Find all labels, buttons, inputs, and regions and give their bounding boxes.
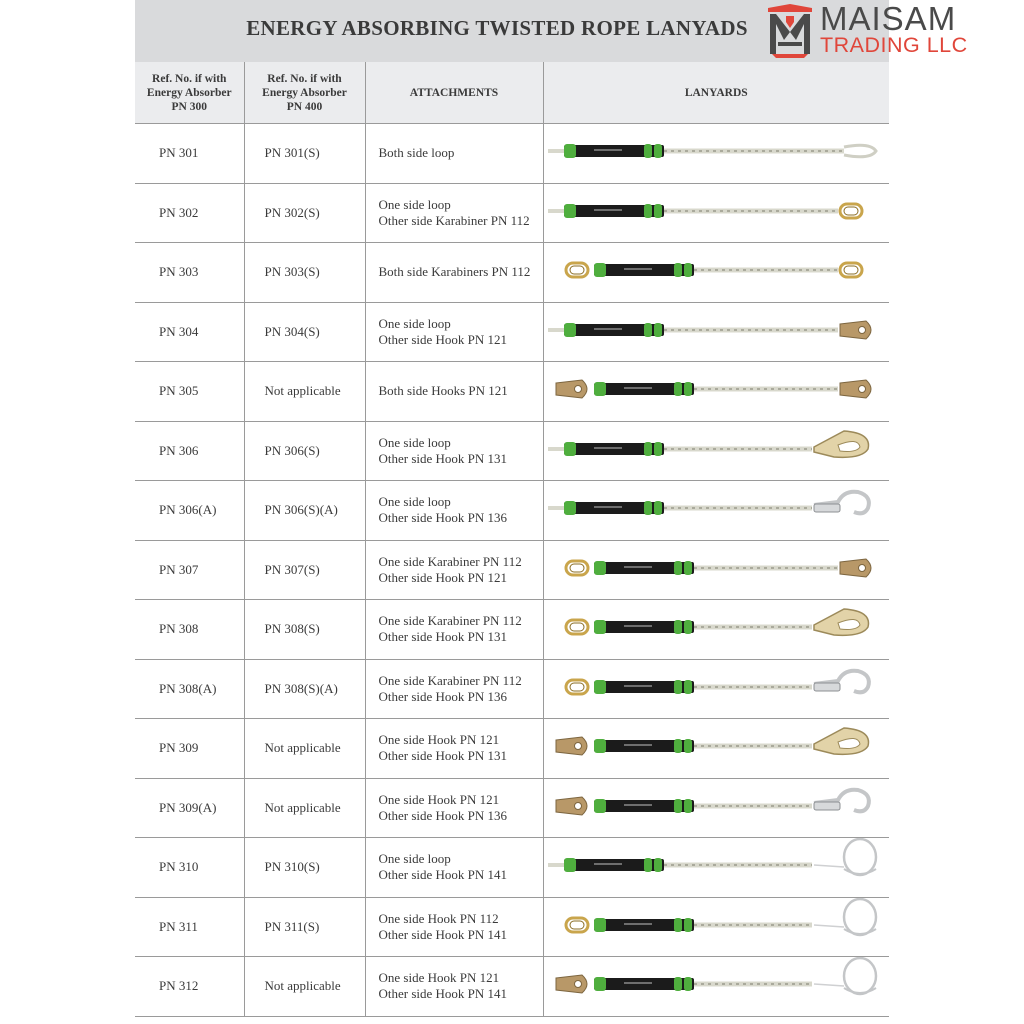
energy-absorber: [594, 739, 694, 753]
ref-pn400-cell: Not applicable: [244, 778, 365, 838]
left-end-snap-hook-icon: [556, 380, 587, 398]
attachments-cell: [365, 362, 543, 422]
table-row: [135, 362, 889, 422]
attachments-cell: [365, 243, 543, 303]
lanyard-cell: [543, 838, 889, 898]
lanyard-image: [544, 422, 890, 480]
lanyard-cell: [543, 897, 889, 957]
right-end-large-snap-hook-icon: [814, 670, 869, 692]
right-end-snap-hook-icon: [840, 321, 871, 339]
header-ref-pn300-line1: Ref. No. if with: [152, 72, 227, 85]
left-end-karabiner-icon: [566, 620, 588, 634]
table-row: [135, 778, 889, 838]
header-lanyards: LANYARDS: [543, 62, 889, 124]
right-end-karabiner-icon: [840, 204, 862, 218]
ref-pn300-cell: PN 308(A): [135, 659, 244, 719]
attachments-cell: [365, 659, 543, 719]
ref-pn400-cell: PN 303(S): [244, 243, 365, 303]
ref-pn300-cell: PN 302: [135, 183, 244, 243]
lanyard-cell: [543, 957, 889, 1017]
ref-pn400-cell: PN 301(S): [244, 124, 365, 184]
lanyard-cell: [543, 540, 889, 600]
energy-absorber: [564, 501, 664, 515]
ref-pn400-cell: Not applicable: [244, 957, 365, 1017]
right-end-rebar-hook-icon: [814, 958, 876, 994]
attachments-cell: [365, 124, 543, 184]
ref-pn400-cell: PN 302(S): [244, 183, 365, 243]
energy-absorber: [564, 323, 664, 337]
lanyard-cell: [543, 362, 889, 422]
right-end-scaffold-hook-icon: [814, 728, 869, 754]
attachment-line: One side Karabiner PN 112: [378, 672, 522, 688]
ref-pn300-cell: PN 306(A): [135, 481, 244, 541]
left-end-snap-hook-icon: [556, 737, 587, 755]
attachment-line: Other side Hook PN 136: [378, 688, 508, 704]
energy-absorber: [594, 382, 694, 396]
energy-absorber: [594, 799, 694, 813]
attachments-cell: [365, 302, 543, 362]
attachment-line: Both side Karabiners PN 112: [378, 264, 531, 280]
ref-pn400-cell: PN 306(S): [244, 421, 365, 481]
table-row: [135, 421, 889, 481]
right-end-large-snap-hook-icon: [814, 492, 869, 514]
energy-absorber: [564, 144, 664, 158]
right-end-rebar-hook-icon: [814, 839, 876, 875]
table-row: [135, 124, 889, 184]
table-row: [135, 659, 889, 719]
energy-absorber: [594, 620, 694, 634]
attachments-cell: [365, 183, 543, 243]
right-end-karabiner-icon: [840, 263, 862, 277]
lanyard-cell: [543, 302, 889, 362]
lanyard-image: [544, 481, 890, 539]
ref-pn400-cell: PN 308(S): [244, 600, 365, 660]
lanyard-image: [544, 838, 890, 896]
right-end-snap-hook-icon: [840, 559, 871, 577]
attachment-line: Other side Hook PN 131: [378, 450, 508, 466]
lanyard-cell: [543, 481, 889, 541]
ref-pn300-cell: PN 309(A): [135, 778, 244, 838]
left-end-snap-hook-icon: [556, 797, 587, 815]
ref-pn300-cell: PN 307: [135, 540, 244, 600]
lanyard-image: [544, 124, 890, 182]
maisam-logo-icon: [764, 2, 816, 60]
left-end-karabiner-icon: [566, 680, 588, 694]
lanyard-image: [544, 303, 890, 361]
brand-name: MAISAM: [820, 0, 957, 37]
catalog-sheet: [135, 0, 889, 1024]
right-end-rebar-hook-icon: [814, 899, 876, 935]
ref-pn400-cell: PN 304(S): [244, 302, 365, 362]
table-header-row: [135, 62, 889, 124]
ref-pn400-cell: Not applicable: [244, 362, 365, 422]
table-row: [135, 838, 889, 898]
attachments-cell: [365, 719, 543, 779]
lanyard-cell: [543, 124, 889, 184]
attachment-line: Other side Hook PN 141: [378, 867, 508, 883]
attachment-line: One side Hook PN 121: [378, 791, 500, 807]
attachment-line: One side Karabiner PN 112: [378, 553, 522, 569]
lanyard-cell: [543, 778, 889, 838]
header-ref-pn400-line2: Energy Absorber: [262, 86, 347, 99]
attachment-line: Other side Hook PN 121: [378, 569, 508, 585]
header-ref-pn400-line1: Ref. No. if with: [267, 72, 342, 85]
table-row: [135, 719, 889, 779]
ref-pn400-cell: PN 307(S): [244, 540, 365, 600]
attachment-line: Both side Hooks PN 121: [378, 383, 508, 399]
lanyard-cell: [543, 719, 889, 779]
attachments-cell: [365, 421, 543, 481]
ref-pn300-cell: PN 310: [135, 838, 244, 898]
ref-pn300-cell: PN 301: [135, 124, 244, 184]
left-end-karabiner-icon: [566, 561, 588, 575]
energy-absorber: [564, 442, 664, 456]
header-ref-pn300: [135, 62, 244, 124]
attachment-line: Other side Hook PN 141: [378, 986, 508, 1002]
header-attachments: ATTACHMENTS: [365, 62, 543, 124]
brand-subname: TRADING LLC: [820, 33, 968, 57]
lanyard-image: [544, 184, 890, 242]
ref-pn400-cell: PN 308(S)(A): [244, 659, 365, 719]
lanyard-image: [544, 660, 890, 718]
ref-pn300-cell: PN 308: [135, 600, 244, 660]
right-end-scaffold-hook-icon: [814, 431, 869, 457]
right-end-large-snap-hook-icon: [814, 789, 869, 811]
attachment-line: Other side Hook PN 121: [378, 331, 508, 347]
header-ref-pn300-line3: PN 300: [171, 100, 207, 113]
lanyard-cell: [543, 243, 889, 303]
attachment-line: Other side Hook PN 136: [378, 510, 508, 526]
lanyard-image: [544, 600, 890, 658]
right-end-snap-hook-icon: [840, 380, 871, 398]
ref-pn300-cell: PN 311: [135, 897, 244, 957]
attachments-cell: [365, 540, 543, 600]
attachment-line: One side Hook PN 112: [378, 910, 499, 926]
attachment-line: One side loop: [378, 851, 451, 867]
attachments-cell: [365, 957, 543, 1017]
attachment-line: Other side Hook PN 131: [378, 629, 508, 645]
ref-pn300-cell: PN 309: [135, 719, 244, 779]
energy-absorber: [594, 918, 694, 932]
attachment-line: Other side Hook PN 131: [378, 748, 508, 764]
attachment-line: One side Hook PN 121: [378, 970, 500, 986]
energy-absorber: [594, 561, 694, 575]
right-end-loop-icon: [844, 145, 876, 157]
table-row: [135, 897, 889, 957]
attachment-line: One side Karabiner PN 112: [378, 613, 522, 629]
header-ref-pn400: [244, 62, 365, 124]
lanyard-image: [544, 957, 890, 1015]
ref-pn300-cell: PN 304: [135, 302, 244, 362]
left-end-karabiner-icon: [566, 263, 588, 277]
lanyard-cell: [543, 659, 889, 719]
page-title: ENERGY ABSORBING TWISTED ROPE LANYADS: [246, 16, 748, 40]
lanyard-cell: [543, 600, 889, 660]
lanyard-image: [544, 243, 890, 301]
header-ref-pn400-line3: PN 400: [286, 100, 323, 113]
attachment-line: One side Hook PN 121: [378, 732, 500, 748]
table-row: [135, 957, 889, 1017]
energy-absorber: [564, 204, 664, 218]
attachment-line: Other side Karabiner PN 112: [378, 212, 530, 228]
table-row: [135, 183, 889, 243]
left-end-karabiner-icon: [566, 918, 588, 932]
ref-pn300-cell: PN 312: [135, 957, 244, 1017]
lanyard-image: [544, 362, 890, 420]
ref-pn400-cell: Not applicable: [244, 719, 365, 779]
attachments-cell: [365, 838, 543, 898]
lanyard-cell: [543, 183, 889, 243]
attachment-line: One side loop: [378, 434, 451, 450]
attachment-line: Other side Hook PN 136: [378, 807, 508, 823]
attachments-cell: [365, 778, 543, 838]
attachment-line: One side loop: [378, 315, 451, 331]
table-row: [135, 540, 889, 600]
table-row: [135, 600, 889, 660]
ref-pn400-cell: PN 306(S)(A): [244, 481, 365, 541]
attachments-cell: [365, 600, 543, 660]
energy-absorber: [564, 858, 664, 872]
energy-absorber: [594, 680, 694, 694]
table-row: [135, 243, 889, 303]
ref-pn300-cell: PN 306: [135, 421, 244, 481]
ref-pn400-cell: PN 311(S): [244, 897, 365, 957]
lanyard-cell: [543, 421, 889, 481]
attachment-line: One side loop: [378, 494, 451, 510]
attachments-cell: [365, 481, 543, 541]
energy-absorber: [594, 263, 694, 277]
attachment-line: One side loop: [378, 196, 451, 212]
lanyard-image: [544, 541, 890, 599]
header-ref-pn300-line2: Energy Absorber: [146, 86, 232, 99]
brand-logo: [764, 2, 994, 60]
lanyard-image: [544, 898, 890, 956]
lanyard-image: [544, 719, 890, 777]
lanyard-image: [544, 779, 890, 837]
ref-pn300-cell: PN 305: [135, 362, 244, 422]
ref-pn400-cell: PN 310(S): [244, 838, 365, 898]
attachment-line: Both side loop: [378, 145, 455, 161]
energy-absorber: [594, 977, 694, 991]
attachments-cell: [365, 897, 543, 957]
table-row: [135, 481, 889, 541]
attachment-line: Other side Hook PN 141: [378, 926, 508, 942]
right-end-scaffold-hook-icon: [814, 609, 869, 635]
left-end-snap-hook-icon: [556, 975, 587, 993]
ref-pn300-cell: PN 303: [135, 243, 244, 303]
lanyard-table: [135, 62, 889, 1017]
table-row: [135, 302, 889, 362]
